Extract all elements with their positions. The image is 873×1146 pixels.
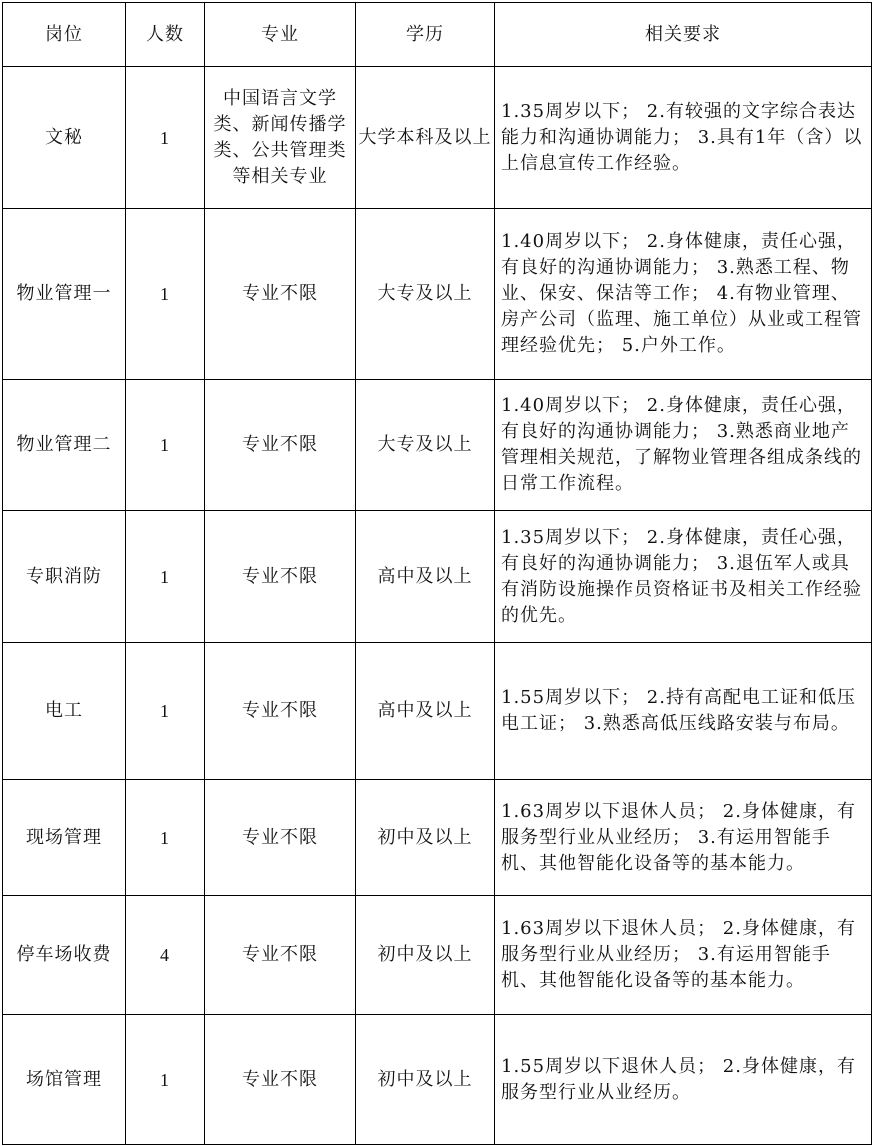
table-row — [3, 209, 872, 380]
cell-major: 专业不限 — [205, 380, 356, 511]
cell-position: 物业管理一 — [3, 209, 126, 380]
cell-education: 初中及以上 — [356, 1015, 495, 1145]
cell-requirements: 1.35周岁以下； 2.有较强的文字综合表达能力和沟通协调能力； 3.具有1年（含）以上信息宣传工作经验。 — [495, 67, 872, 209]
header-count: 人数 — [126, 3, 205, 67]
cell-education: 大学本科及以上 — [356, 67, 495, 209]
cell-education: 大专及以上 — [356, 209, 495, 380]
cell-major: 专业不限 — [205, 643, 356, 780]
table-body — [3, 67, 872, 1145]
cell-education: 大专及以上 — [356, 380, 495, 511]
cell-position: 物业管理二 — [3, 380, 126, 511]
cell-count: 4 — [126, 896, 205, 1015]
cell-major: 中国语言文学类、新闻传播学类、公共管理类等相关专业 — [205, 67, 356, 209]
table-row — [3, 511, 872, 643]
header-education: 学历 — [356, 3, 495, 67]
cell-requirements: 1.55周岁以下； 2.持有高配电工证和低压电工证； 3.熟悉高低压线路安装与布局。 — [495, 643, 872, 780]
cell-education: 初中及以上 — [356, 780, 495, 896]
cell-education: 高中及以上 — [356, 511, 495, 643]
cell-count: 1 — [126, 1015, 205, 1145]
cell-requirements: 1.35周岁以下； 2.身体健康，责任心强，有良好的沟通协调能力； 3.退伍军人或具有消防设施操作员资格证书及相关工作经验的优先。 — [495, 511, 872, 643]
cell-count: 1 — [126, 67, 205, 209]
cell-education: 初中及以上 — [356, 896, 495, 1015]
cell-education: 高中及以上 — [356, 643, 495, 780]
cell-major: 专业不限 — [205, 511, 356, 643]
cell-position: 场馆管理 — [3, 1015, 126, 1145]
table-row — [3, 67, 872, 209]
cell-requirements: 1.40周岁以下； 2.身体健康，责任心强，有良好的沟通协调能力； 3.熟悉商业地产管理相关规范，了解物业管理各组成条线的日常工作流程。 — [495, 380, 872, 511]
header-requirements: 相关要求 — [495, 3, 872, 67]
cell-major: 专业不限 — [205, 1015, 356, 1145]
table-row — [3, 1015, 872, 1145]
header-position: 岗位 — [3, 3, 126, 67]
cell-requirements: 1.40周岁以下； 2.身体健康，责任心强，有良好的沟通协调能力； 3.熟悉工程、物业、保安、保洁等工作； 4.有物业管理、房产公司（监理、施工单位）从业或工程管理经验优先； 5.户外工作。 — [495, 209, 872, 380]
cell-position: 现场管理 — [3, 780, 126, 896]
table-row — [3, 896, 872, 1015]
cell-count: 1 — [126, 780, 205, 896]
cell-requirements: 1.63周岁以下退休人员； 2.身体健康，有服务型行业从业经历； 3.有运用智能手机、其他智能化设备等的基本能力。 — [495, 896, 872, 1015]
cell-requirements: 1.63周岁以下退休人员； 2.身体健康，有服务型行业从业经历； 3.有运用智能手机、其他智能化设备等的基本能力。 — [495, 780, 872, 896]
cell-count: 1 — [126, 511, 205, 643]
cell-major: 专业不限 — [205, 209, 356, 380]
table-row — [3, 780, 872, 896]
cell-position: 文秘 — [3, 67, 126, 209]
table-row — [3, 643, 872, 780]
header-major: 专业 — [205, 3, 356, 67]
cell-count: 1 — [126, 643, 205, 780]
table-row — [3, 380, 872, 511]
header-row — [3, 3, 872, 67]
cell-major: 专业不限 — [205, 896, 356, 1015]
cell-position: 停车场收费 — [3, 896, 126, 1015]
cell-major: 专业不限 — [205, 780, 356, 896]
cell-position: 电工 — [3, 643, 126, 780]
table-header — [3, 3, 872, 67]
cell-count: 1 — [126, 380, 205, 511]
cell-position: 专职消防 — [3, 511, 126, 643]
job-requirements-table — [2, 2, 872, 1145]
cell-requirements: 1.55周岁以下退休人员； 2.身体健康，有服务型行业从业经历。 — [495, 1015, 872, 1145]
cell-count: 1 — [126, 209, 205, 380]
